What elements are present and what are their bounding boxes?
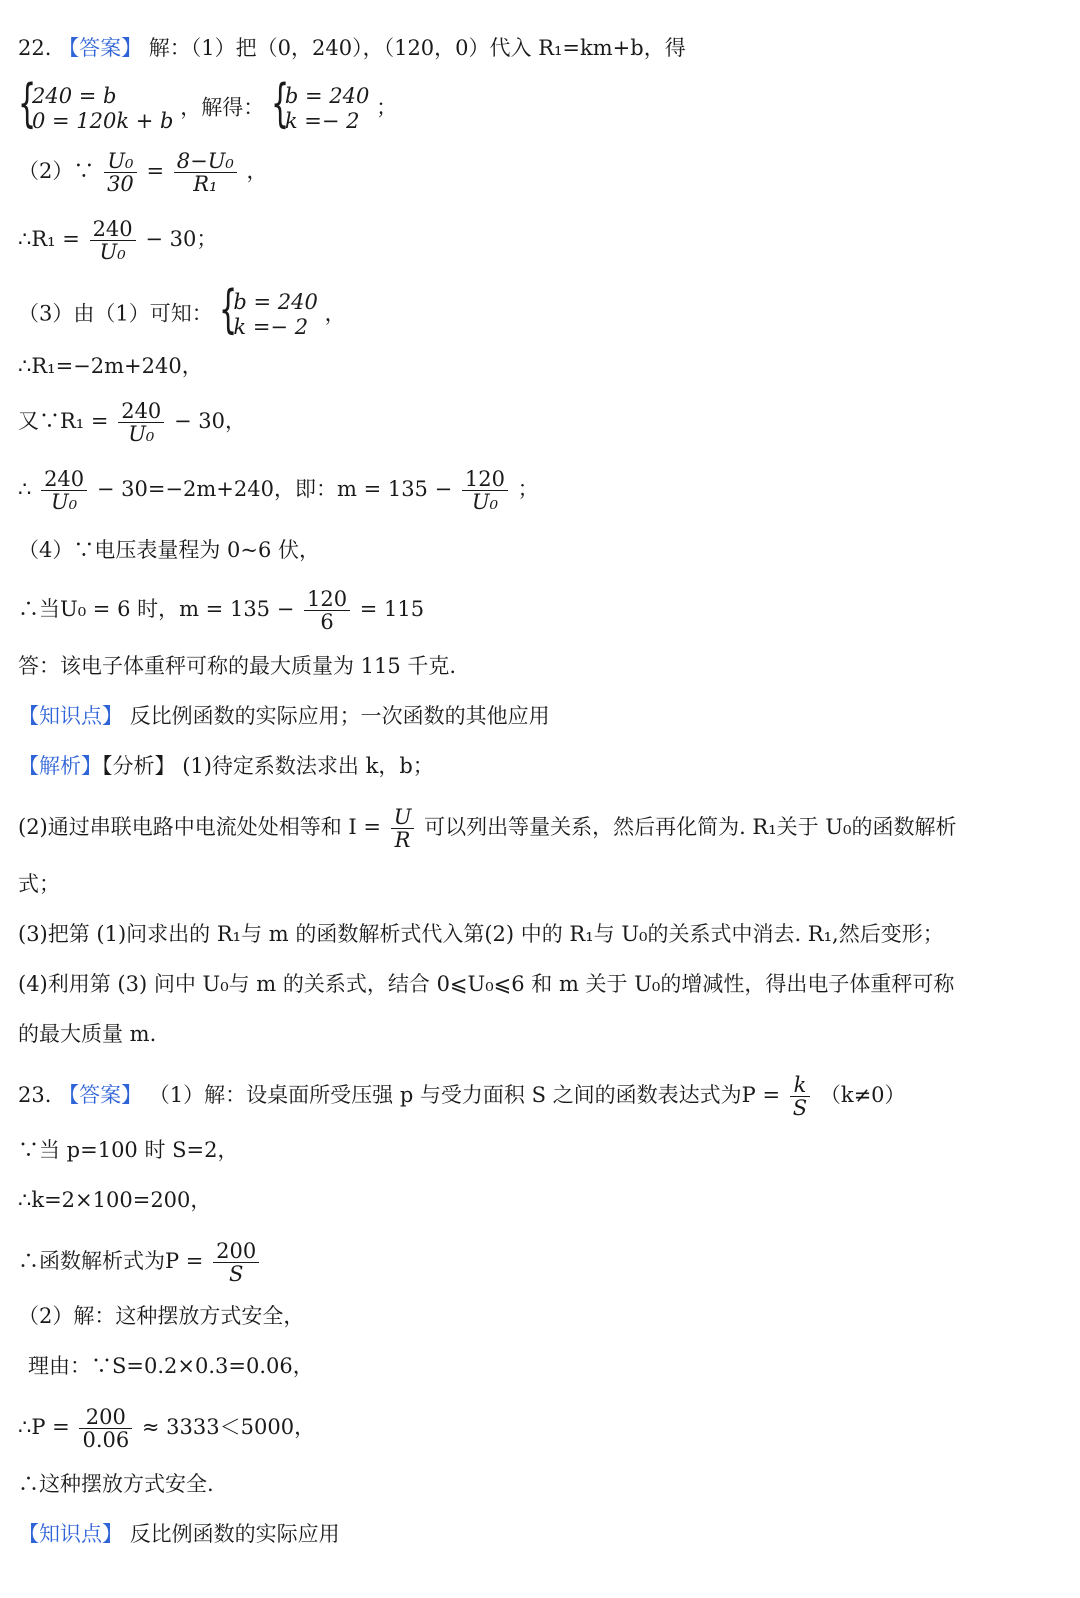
q22-analysis-line3: (3)把第 (1)问求出的 R₁与 m 的函数解析式代入第(2) 中的 R₁与 U₀的关系式中消去. R₁,然后变形； [18, 922, 944, 946]
fraction: $\frac{240}{\text{U₀}}$ [118, 400, 164, 445]
fraction: $\frac{U}{R}$ [391, 806, 415, 851]
q23-line3: ∴k=2×100=200， [18, 1188, 212, 1212]
q22-part4-line1: （4）∵电压表量程为 0~6 伏， [18, 538, 321, 562]
fraction: $\frac{200}{0.06}$ [79, 1406, 132, 1451]
q22-system-2: { b = 240 k =− 2 [270, 74, 370, 134]
q23-answer-tag: 【答案】 [58, 1083, 143, 1108]
q22-part3-line1: （3）由（1）可知： { b = 240 k =− 2 ， [18, 280, 346, 340]
q22-answer-sentence: 答：该电子体重秤可称的最大质量为 115 千克. [18, 654, 457, 678]
q22-answer-line [18, 38, 686, 59]
q22-analysis-line4: (4)利用第 (3) 问中 U₀与 m 的关系式，结合 0⩽U₀⩽6 和 m 关于 U₀的增减性，得出电子体重秤可称 [18, 972, 955, 996]
fraction: $\frac{120}{\text{U₀}}$ [462, 468, 508, 513]
q23-line4: ∴函数解析式为P = $\frac{200}{S}$ [18, 1240, 262, 1285]
q22-analysis-subtag: 【分析】 [102, 754, 176, 778]
q23-line8: ∴这种摆放方式安全. [18, 1472, 214, 1496]
q23-knowledge-line: 【知识点】 反比例函数的实际应用 [18, 1522, 340, 1546]
q22-analysis-tag: 【解析】 [18, 754, 102, 778]
q22-part2-line1: （2）∵ $\frac{\text{U₀}}{30}$ = $\frac{\text{8−U₀}}{\text{R₁}}$ ， [18, 149, 268, 197]
fraction: $\frac{k}{S}$ [790, 1074, 810, 1119]
fraction: $\frac{200}{S}$ [213, 1240, 259, 1285]
q23-line6: 理由：∵S=0.2×0.3=0.06， [28, 1354, 314, 1378]
q22-part3-line2: ∴R₁=−2m+240， [18, 354, 203, 378]
q22-line1: 解：（1）把（0，240），（120，0）代入 R₁=km+b，得 [148, 36, 686, 60]
q23-answer-line: 23. 【答案】 （1）解：设桌面所受压强 p 与受力面积 S 之间的函数表达式为P = $\frac{k}{S}$ （k≠0） [18, 1073, 906, 1121]
q22-system-line: { 240 = b 0 = 120k + b ，解得： { b = 240 k =− 2 ； [18, 74, 398, 134]
q23-line5: （2）解：这种摆放方式安全， [18, 1304, 305, 1328]
fraction: $\frac{\text{U₀}}{30}$ [104, 150, 137, 195]
q22-part3-line4: ∴ $\frac{240}{\text{U₀}}$ − 30=−2m+240，即：m = 135 − $\frac{120}{\text{U₀}}$ ； [18, 467, 539, 515]
q23-line2: ∵当 p=100 时 S=2， [18, 1138, 239, 1162]
q22-analysis-line2-cont: 式； [18, 872, 60, 896]
q22-analysis-line4-cont: 的最大质量 m. [18, 1022, 157, 1046]
q22-answer-tag: 【答案】 [58, 36, 143, 60]
q22-system-1: { 240 = b 0 = 120k + b [18, 74, 174, 134]
fraction: $\frac{\text{8−U₀}}{\text{R₁}}$ [174, 150, 237, 195]
q22-knowledge-tag: 【知识点】 [18, 704, 123, 728]
q22-analysis-line1: 【解析】【分析】 (1)待定系数法求出 k，b； [18, 754, 434, 778]
q23-number: 23. [18, 1083, 52, 1108]
q23-line7: ∴P = $\frac{200}{0.06}$ ≈ 3333＜5000， [18, 1405, 316, 1453]
fraction: $\frac{120}{6}$ [304, 588, 350, 633]
q22-part3-line3: 又∵R₁ = $\frac{240}{\text{U₀}}$ − 30， [18, 399, 246, 447]
q22-number: 22. [18, 36, 52, 60]
fraction: $\frac{240}{\text{U₀}}$ [90, 218, 136, 263]
q22-part2-line2: ∴R₁ = $\frac{240}{\text{U₀}}$ − 30； [18, 217, 218, 265]
fraction: $\frac{240}{\text{U₀}}$ [41, 468, 87, 513]
q22-analysis-line2: (2)通过串联电路中电流处处相等和 I = $\frac{U}{R}$ 可以列出等量关系，然后再化简为. R₁关于 U₀的函数解析 [18, 805, 957, 853]
q22-part4-line2: ∴当U₀ = 6 时，m = 135 − $\frac{120}{6}$ = 115 [18, 587, 425, 635]
q22-knowledge-line: 【知识点】 反比例函数的实际应用；一次函数的其他应用 [18, 704, 550, 728]
q22-system-3: { b = 240 k =− 2 [219, 280, 318, 340]
q23-knowledge-tag: 【知识点】 [18, 1522, 123, 1546]
